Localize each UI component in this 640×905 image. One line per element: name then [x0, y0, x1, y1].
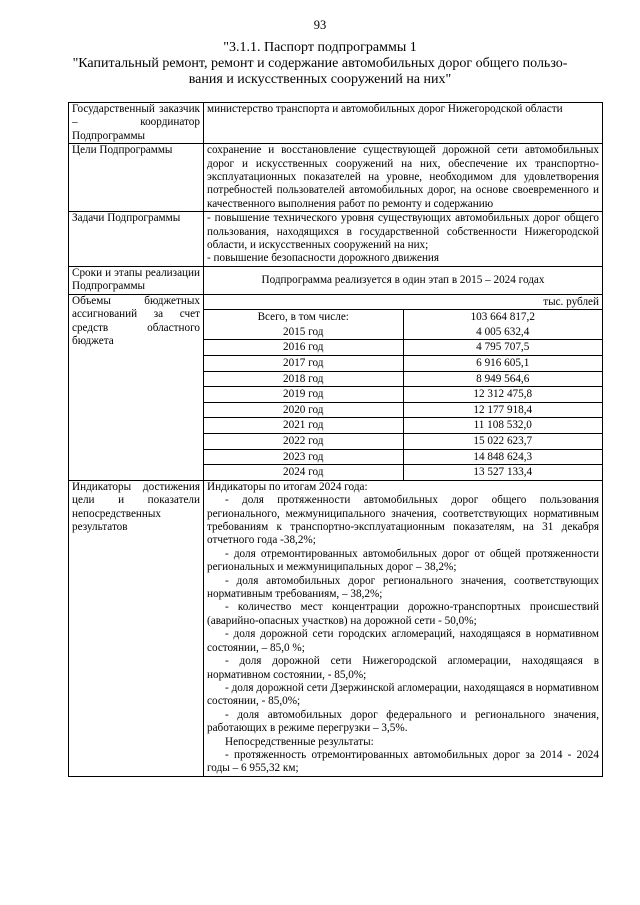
- indicator-list: [207, 494, 599, 735]
- customer-label: Государственный заказчик – координатор Подпрограммы: [69, 103, 204, 144]
- funding-year-row: [204, 465, 602, 480]
- indicator-item: - доля автомобильных дорог регионального значения, соответствующих нормативным требованиям, – 38,2%;: [207, 574, 599, 601]
- funding-year: 2022 год: [204, 434, 403, 450]
- total-label: Всего, в том числе:: [204, 310, 403, 325]
- funding-year: 2015 год: [204, 325, 403, 340]
- funding-amount: 12 312 475,8: [403, 387, 602, 403]
- funding-amount: 8 949 564,6: [403, 371, 602, 387]
- funding-year-row: [204, 325, 602, 340]
- funding-year: 2024 год: [204, 465, 403, 480]
- total-value: 103 664 817,2: [470, 311, 535, 324]
- row-indicators: [69, 480, 603, 776]
- indicators-value: [204, 480, 603, 776]
- indicators-label: Индикаторы достижения цели и показатели непосредственных результатов: [69, 480, 204, 776]
- funding-year-row: [204, 371, 602, 387]
- indicator-item: - доля дорожной сети Нижегородской агломерации, находящаяся в нормативном состоянии, - 85,0%;: [207, 655, 599, 681]
- indicator-item: - доля автомобильных дорог федерального и регионального значения, работающих в режиме перегрузки – 3,5%.: [207, 708, 599, 735]
- funding-table: [204, 295, 602, 480]
- task-item: - повышение безопасности дорожного движения: [207, 252, 440, 265]
- tasks-value: [204, 212, 603, 267]
- funding-year: 2019 год: [204, 387, 403, 403]
- funding-year-row: [204, 387, 602, 403]
- goals-value: сохранение и восстановление существующей дорожной сети автомобильных дорог и искусственных сооружений на них, обеспечение их транспортно-эксплуатационных показателей на уровне, необходимом для удовлетворения потребностей пользователей автомобильных дорог, на основе своевременного и качественного выполнения работ по ремонту и содержанию: [204, 144, 603, 212]
- funding-label: Объемы бюджетных ассигнований за счет средств областного бюджета: [69, 294, 204, 480]
- funding-year-row: [204, 402, 602, 418]
- terms-label: Сроки и этапы реализации Подпрограммы: [69, 266, 204, 294]
- funding-amount: 4 005 632,4: [403, 325, 602, 340]
- passport-table: [68, 102, 603, 777]
- title-line-2: "Капитальный ремонт, ремонт и содержание автомобильных дорог общего пользо-: [72, 56, 568, 71]
- funding-amount: 11 108 532,0: [403, 418, 602, 434]
- indicator-item: - доля отремонтированных автомобильных дорог от общей протяженности региональных и межмуниципальных дорог – 38,2%;: [207, 547, 599, 574]
- funding-year-row: [204, 356, 602, 372]
- row-terms: [69, 266, 603, 294]
- funding-year: 2020 год: [204, 402, 403, 418]
- funding-amount: 14 848 624,3: [403, 449, 602, 465]
- page-number: 93: [313, 18, 327, 32]
- funding-year: 2017 год: [204, 356, 403, 372]
- total-row: [204, 310, 602, 325]
- funding-table-cell: [204, 294, 603, 480]
- row-customer: [69, 103, 603, 144]
- funding-amount: 6 916 605,1: [403, 356, 602, 372]
- indicator-item: - доля дорожной сети Дзержинской агломерации, находящаяся в нормативном состоянии, - 85,0%;: [207, 681, 599, 708]
- customer-value: министерство транспорта и автомобильных дорог Нижегородской области: [204, 103, 603, 144]
- funding-year: 2021 год: [204, 418, 403, 434]
- funding-year-row: [204, 418, 602, 434]
- funding-year-row: [204, 449, 602, 465]
- indicators-intro: Индикаторы по итогам 2024 года:: [207, 480, 368, 493]
- goals-label: Цели Подпрограммы: [69, 144, 204, 212]
- row-goals: [69, 144, 603, 212]
- funding-year: 2016 год: [204, 340, 403, 356]
- funding-amount: 4 795 707,5: [403, 340, 602, 356]
- funding-year: 2018 год: [204, 371, 403, 387]
- indicator-item: - доля дорожной сети городских агломераций, находящаяся в нормативном состоянии, – 85,0 %;: [207, 628, 599, 654]
- direct-result-item: - протяженность отремонтированных автомобильных дорог за 2014 - 2024 годы – 6 955,32 км;: [207, 748, 599, 775]
- direct-results-list: [207, 749, 599, 776]
- funding-year-row: [204, 434, 602, 450]
- row-funding: [69, 294, 603, 480]
- funding-year-row: [204, 340, 602, 356]
- tasks-label: Задачи Подпрограммы: [69, 212, 204, 267]
- title-line-1: "3.1.1. Паспорт подпрограммы 1: [223, 40, 417, 55]
- funding-year: 2023 год: [204, 449, 403, 465]
- funding-amount: 13 527 133,4: [473, 466, 533, 479]
- funding-amount: 15 022 623,7: [403, 434, 602, 450]
- funding-unit: тыс. рублей: [204, 295, 602, 310]
- unit-row: [204, 295, 602, 310]
- direct-results-label: Непосредственные результаты:: [225, 735, 374, 748]
- funding-amount: 12 177 918,4: [403, 402, 602, 418]
- task-item: - повышение технического уровня существующих автомобильных дорог общего пользования, находящихся в государственной собственности Нижегородской области, и искусственных сооружений на них;: [207, 212, 599, 252]
- page-title: [40, 40, 600, 88]
- terms-value: Подпрограмма реализуется в один этап в 2015 – 2024 годах: [204, 266, 603, 294]
- title-line-3: вания и искусственных сооружений на них": [188, 72, 452, 87]
- indicator-item: - количество мест концентрации дорожно-транспортных происшествий (аварийно-опасных участков) на дорожной сети - 50,0%;: [207, 601, 599, 627]
- indicator-item: - доля протяженности автомобильных дорог общего пользования регионального, межмуниципального значения, соответствующих нормативным требованиям к транспортно-эксплуатационным показателям, на 31 декабря отчетного года -38,2%;: [207, 494, 599, 547]
- row-tasks: [69, 212, 603, 267]
